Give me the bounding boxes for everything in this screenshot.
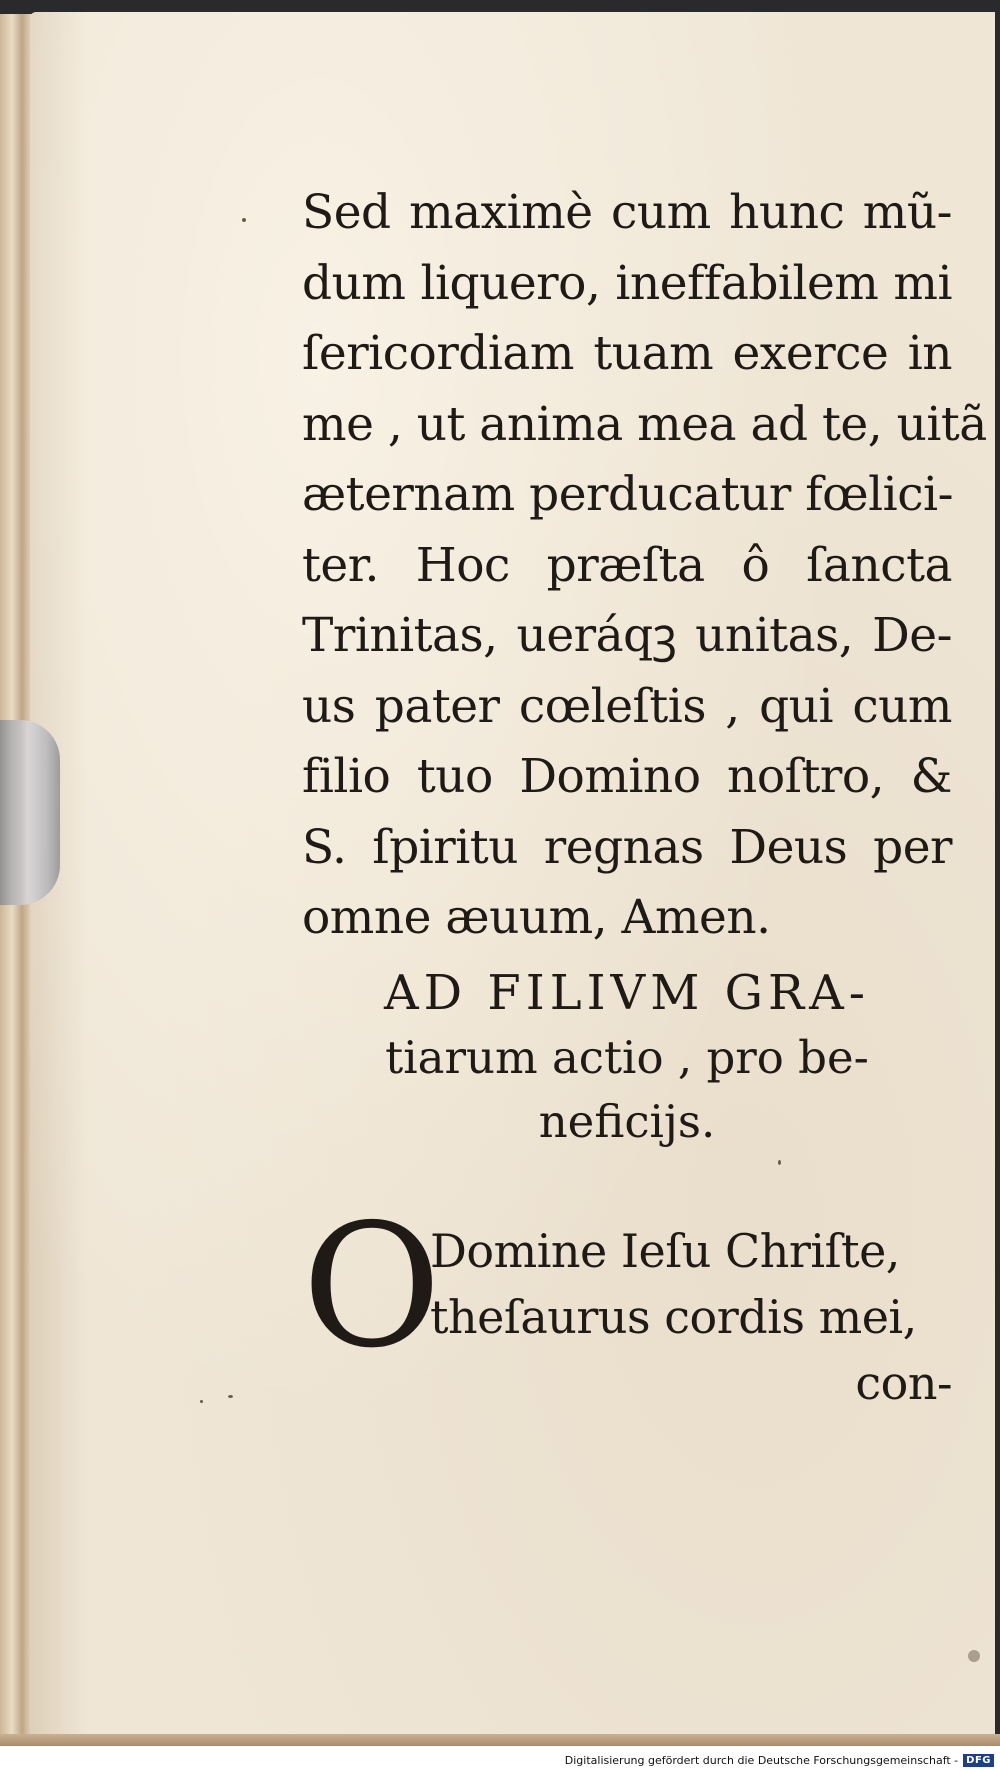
credit-text: Digitalisierung gefördert durch die Deutsche Forschungsgemeinschaft - [564,1754,959,1767]
paper-speck [228,1395,233,1398]
heading-line: AD FILIVM GRA- [384,965,870,1021]
digitization-credit [565,1754,994,1767]
text-line: us pater cœleſtis , qui cum [302,678,952,734]
prayer-lines [430,1218,952,1416]
text-line: æternam perducatur fœlici- [302,467,953,522]
text-line: me , ut anima mea ad te, uitã [302,396,987,452]
heading-line: neficijs. [538,1095,716,1148]
paper-speck [242,218,246,222]
text-line: Domine Ieſu Chriſte, [430,1224,900,1278]
prayer-text [302,1188,952,1448]
paper-speck [200,1400,203,1403]
initial-letter: O [302,1188,442,1386]
catchword: con- [855,1356,952,1410]
text-line: omne æuum, Amen. [302,890,771,945]
text-line: filio tuo Domino noſtro, & [302,749,952,804]
text-line: dum liquero, ineffabilem mi [302,255,952,311]
text-line: S. ſpiritu regnas Deus per [302,819,952,875]
paper-speck [968,1650,980,1662]
main-text-block [302,178,987,954]
text-line: ſericordiam tuam exerce in [302,326,952,381]
book-clip [0,720,60,905]
dfg-logo: DFG [963,1754,994,1767]
page-bottom-edge [0,1734,1000,1746]
text-line: ter. Hoc præſta ô ſancta [302,537,952,593]
paper-speck [778,1160,781,1165]
heading-line: tiarum actio , pro be- [385,1031,869,1084]
text-line: theſaurus cordis mei, [430,1290,917,1344]
text-line: Trinitas, ueráqꝫ unitas, De- [302,608,952,663]
text-line: Sed maximè cum hunc mũ- [302,185,952,240]
section-heading [302,960,952,1154]
